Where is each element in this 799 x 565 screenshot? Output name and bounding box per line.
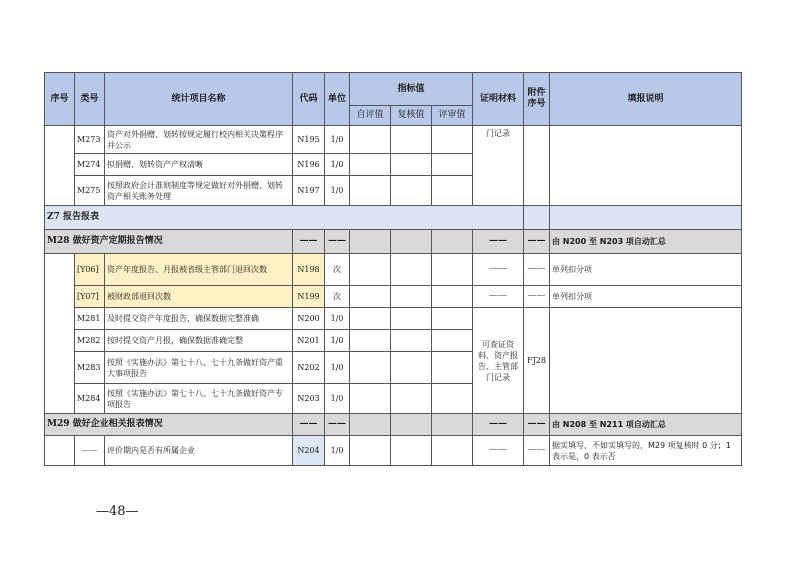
unit-cell: 1/0 — [325, 126, 350, 154]
unit-cell: 次 — [325, 286, 350, 308]
audit-value-cell[interactable] — [432, 154, 473, 176]
col-header-cat: 类号 — [75, 73, 105, 126]
col-header-explain: 填报说明 — [550, 73, 742, 126]
code-cell: N202 — [293, 352, 325, 384]
evidence-cell: 门记录 — [473, 126, 524, 206]
col-header-name: 统计项目名称 — [105, 73, 293, 126]
evidence-cell: 可查证资料、资产报告、主管部门记录 — [473, 308, 524, 414]
unit-cell: 1/0 — [325, 176, 350, 206]
code-cell: N197 — [293, 176, 325, 206]
cat-cell: [Y07] — [75, 286, 105, 308]
unit-cell: 1/0 — [325, 352, 350, 384]
cat-cell: M282 — [75, 330, 105, 352]
code-cell: N200 — [293, 308, 325, 330]
name-cell: 按照政府会计准则制度等规定做好对外捐赠、划转资产相关账务处理 — [105, 176, 293, 206]
name-cell: 及时提交资产年度报告，确保数据完整准确 — [105, 308, 293, 330]
name-cell: 被财政部退回次数 — [105, 286, 293, 308]
unit-cell: 1/0 — [325, 308, 350, 330]
code-cell: N198 — [293, 254, 325, 286]
code-cell: N196 — [293, 154, 325, 176]
note-cell: 单列扣分项 — [550, 254, 742, 286]
col-header-indicator: 指标值 — [350, 73, 473, 106]
review-value-cell[interactable] — [391, 126, 432, 154]
name-cell: 资产对外捐赠、划转按规定履行校内相关决策程序并公示 — [105, 126, 293, 154]
unit-cell: 次 — [325, 254, 350, 286]
section-title: Z7 报告报表 — [45, 206, 524, 230]
name-cell: 按照《实施办法》第七十八、七十九条做好资产专项报告 — [105, 384, 293, 414]
col-header-evidence: 证明材料 — [473, 73, 524, 126]
unit-cell: 1/0 — [325, 436, 350, 466]
group-row-m29: M29 做好企业相关报表情况 —— —— —— —— 由 N208 至 N211 项自动汇总 — [45, 414, 742, 436]
self-value-cell[interactable] — [350, 154, 391, 176]
cat-cell: M273 — [75, 126, 105, 154]
col-header-audit: 评审值 — [432, 106, 473, 126]
page-number: —48— — [96, 504, 139, 519]
group-note: 由 N200 至 N203 项自动汇总 — [550, 230, 742, 254]
code-cell: N201 — [293, 330, 325, 352]
table-row — [45, 126, 742, 154]
unit-cell: 1/0 — [325, 330, 350, 352]
group-label: M29 做好企业相关报表情况 — [45, 414, 293, 436]
cat-cell: M281 — [75, 308, 105, 330]
note-cell: 单列扣分项 — [550, 286, 742, 308]
col-header-self: 自评值 — [350, 106, 391, 126]
name-cell: 按时提交资产月报，确保数据准确完整 — [105, 330, 293, 352]
group-note: 由 N208 至 N211 项自动汇总 — [550, 414, 742, 436]
cat-cell: —— — [75, 436, 105, 466]
review-value-cell[interactable] — [391, 154, 432, 176]
col-header-code: 代码 — [293, 73, 325, 126]
cat-cell: M284 — [75, 384, 105, 414]
audit-value-cell[interactable] — [432, 126, 473, 154]
review-value-cell[interactable] — [391, 176, 432, 206]
unit-cell: 1/0 — [325, 384, 350, 414]
group-label: M28 做好资产定期报告情况 — [45, 230, 293, 254]
table-row: [Y06] 资产年度报告、月报被省级主管部门退回次数 N198 次 —— —— 单列扣分项 — [45, 254, 742, 286]
self-value-cell[interactable] — [350, 176, 391, 206]
col-header-attach: 附件序号 — [524, 73, 550, 126]
self-value-cell[interactable] — [350, 126, 391, 154]
code-cell: N204 — [293, 436, 325, 466]
table-row: [Y07] 被财政部退回次数 N199 次 —— —— 单列扣分项 — [45, 286, 742, 308]
audit-value-cell[interactable] — [432, 176, 473, 206]
attach-cell: FJ28 — [524, 308, 550, 414]
name-cell: 按照《实施办法》第七十八、七十九条做好资产重大事项报告 — [105, 352, 293, 384]
table-row — [45, 308, 742, 330]
name-cell: 评价期内是否有所属企业 — [105, 436, 293, 466]
cat-cell: M275 — [75, 176, 105, 206]
code-cell: N195 — [293, 126, 325, 154]
unit-cell: 1/0 — [325, 154, 350, 176]
cat-cell: M274 — [75, 154, 105, 176]
col-header-seq: 序号 — [45, 73, 75, 126]
cat-cell: M283 — [75, 352, 105, 384]
statistics-table — [44, 72, 742, 466]
cat-cell: [Y06] — [75, 254, 105, 286]
col-header-unit: 单位 — [325, 73, 350, 126]
table-row: —— 评价期内是否有所属企业 N204 1/0 —— —— 据实填写，不如实填写的，M29 项复核时 0 分；1 表示是，0 表示否 — [45, 436, 742, 466]
group-row-m28: M28 做好资产定期报告情况 —— —— —— —— 由 N200 至 N203 项自动汇总 — [45, 230, 742, 254]
col-header-review: 复核值 — [391, 106, 432, 126]
section-row — [45, 206, 742, 230]
code-cell: N203 — [293, 384, 325, 414]
note-cell: 据实填写，不如实填写的，M29 项复核时 0 分；1 表示是，0 表示否 — [550, 436, 742, 466]
code-cell: N199 — [293, 286, 325, 308]
name-cell: 拟捐赠、划转资产产权清晰 — [105, 154, 293, 176]
name-cell: 资产年度报告、月报被省级主管部门退回次数 — [105, 254, 293, 286]
